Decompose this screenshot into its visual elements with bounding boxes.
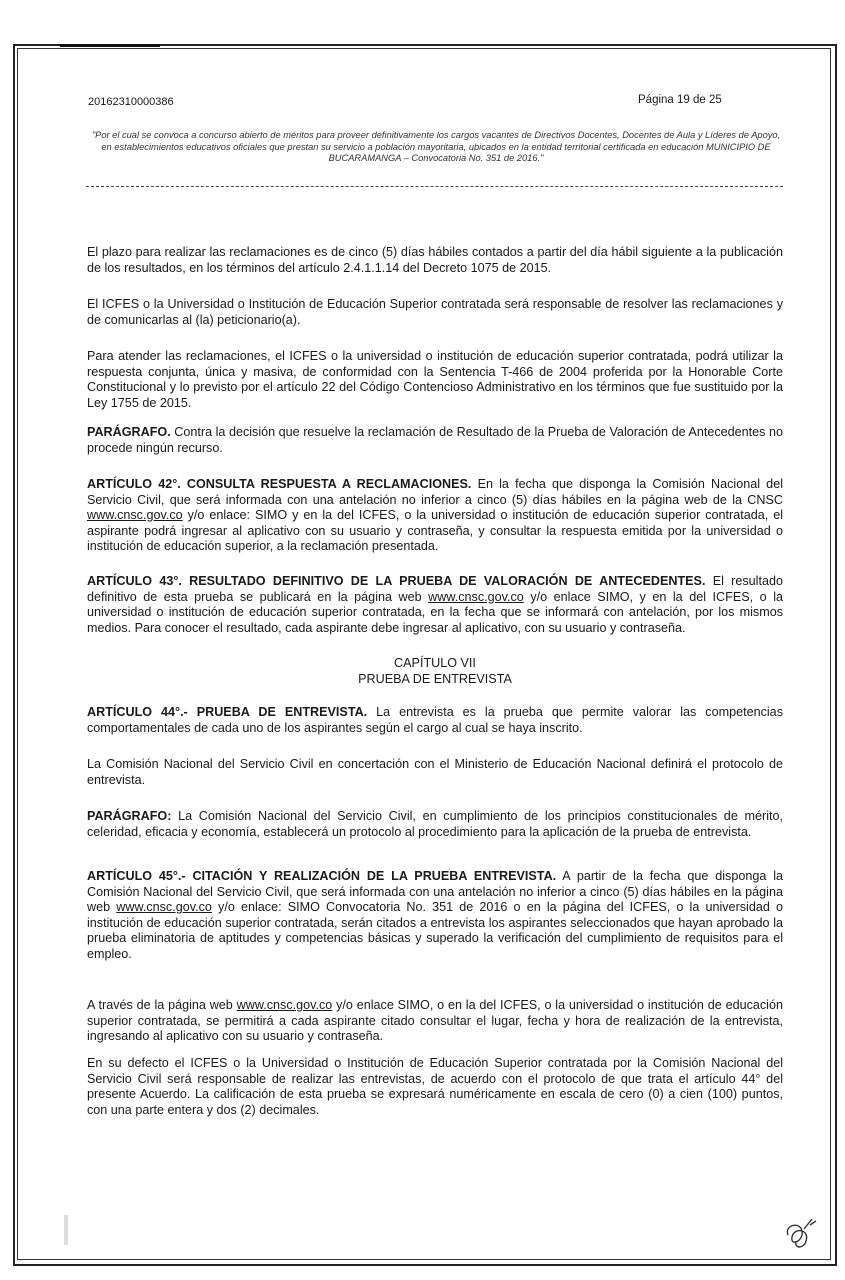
article-heading: ARTÍCULO 42°. CONSULTA RESPUESTA A RECLAMACIONES. [87,477,472,491]
paragraph-responsable: El ICFES o la Universidad o Institución de Educación Superior contratada será responsable de resolver las reclamaciones y de comunicarlas al (la) peticionario(a). [87,297,783,327]
chapter-title: PRUEBA DE ENTREVISTA [358,672,512,686]
article-text: y/o enlace SIMO, y en la del ICFES, o la universidad o institución de educación superior contratada, en la fecha que se informará con antelación, por los mismos medios. Para conocer el resultado, cada aspirante debe ingresar al aplicativo, con su usuario y contraseña. [87,589,783,635]
article-text: El resultado definitivo de esta prueba se publicará en la página web [87,574,783,604]
article-heading: ARTÍCULO 44°.- PRUEBA DE ENTREVISTA. [87,705,368,719]
article-text: y/o enlace: SIMO Convocatoria No. 351 de 2016 o en la página del ICFES, o la universidad o institución de educación superior contratada, serán citados a entrevista los aspirantes seleccionados que hayan aprobado la prueba eliminatoria de aptitudes y competencias básicas y superado la verificación del cumplimiento de requisitos para el empleo. [87,900,784,961]
paragraph-protocolo: La Comisión Nacional del Servicio Civil en concertación con el Ministerio de Educación Nacional definirá el protocolo de entrevista. [87,757,783,787]
paragraph-paragrafo-2 [87,809,783,840]
scan-artifact [64,1215,68,1245]
paragraph-reclamaciones-plazo: El plazo para realizar las reclamaciones es de cinco (5) días hábiles contados a partir del día hábil siguiente a la publicación de los resultados, en los términos del artículo 2.4.1.1.14 del Decreto 1075 de 2015. [87,245,783,275]
article-heading: ARTÍCULO 45°.- CITACIÓN Y REALIZACIÓN DE LA PRUEBA ENTREVISTA. [87,869,557,883]
cnsc-link[interactable]: www.cnsc.gov.co [428,589,524,604]
article-42 [87,477,783,555]
paragraph-lead: PARÁGRAFO: [87,809,172,823]
cnsc-link[interactable]: www.cnsc.gov.co [236,998,333,1012]
article-43 [87,574,783,636]
paragraph-text: Contra la decisión que resuelve la reclamación de Resultado de la Prueba de Valoración de Antecedentes no procede ningún recurso. [87,425,783,455]
cnsc-link[interactable]: www.cnsc.gov.co [87,508,183,523]
paragraph-text: La Comisión Nacional del Servicio Civil, en cumplimiento de los principios constitucionales de mérito, celeridad, eficacia y economía, establecerá un protocolo al procedimiento para la aplicación de la prueba de entrevista. [87,809,783,839]
signature-initials-icon [780,1215,820,1255]
paragraph-respuesta-conjunta: Para atender las reclamaciones, el ICFES o la universidad o institución de educación superior contratada, podrá utilizar la respuesta conjunta, única y masiva, de conformidad con la Sentencia T-466 de 2004 proferida por la Honorable Corte Constitucional y lo previsto por el artículo 22 del Código Contencioso Administrativo en los términos que fue sustituido por la Ley 1755 de 2015. [87,349,783,410]
article-text: A partir de la fecha que disponga la Comisión Nacional del Servicio Civil, que será informada con una antelación no inferior a cinco (5) días hábiles en la página web [87,869,784,915]
article-45 [87,869,783,963]
paragraph-text: A través de la página web [87,998,237,1012]
article-heading: ARTÍCULO 43°. RESULTADO DEFINITIVO DE LA PRUEBA DE VALORACIÓN DE ANTECEDENTES. [87,574,706,588]
paragraph-consulta-citacion [87,998,783,1045]
paragraph-lead: PARÁGRAFO. [87,425,171,439]
chapter-number: CAPÍTULO VII [394,656,476,670]
header-quote: "Por el cual se convoca a concurso abierto de méritos para proveer definitivamente los cargos vacantes de Directivos Docentes, Docentes de Aula y Líderes de Apoyo, en establecimientos educativos oficiales que prestan su servicio a población mayoritaria, ubicados en la entidad territorial certificada en educación MUNICIPIO DE BUCARAMANGA – Convocatoria No. 351 de 2016." [91,130,781,163]
article-44 [87,705,783,736]
header-separator [86,186,783,187]
document-id: 20162310000386 [88,96,174,108]
page-number: Página 19 de 25 [638,94,722,106]
paragraph-paragrafo-1 [87,425,783,456]
article-text: y/o enlace: SIMO y en la del ICFES, o la universidad o institución de educación superior contratada, el aspirante podrá ingresar al aplicativo con su usuario y contraseña, y consultar la respuesta emitida por la universidad o institución de educación superior, a la reclamación presentada. [87,508,783,554]
article-text: En la fecha que disponga la Comisión Nacional del Servicio Civil, que será informada con una antelación no inferior a cinco (5) días hábiles en la página web de la CNSC [87,477,783,507]
article-text: La entrevista es la prueba que permite valorar las competencias comportamentales de cada uno de los aspirantes según el cargo al cual se haya inscrito. [87,705,783,735]
scan-mark [60,44,160,47]
cnsc-link[interactable]: www.cnsc.gov.co [116,900,212,915]
paragraph-calificacion: En su defecto el ICFES o la Universidad o Institución de Educación Superior contratada por la Comisión Nacional del Servicio Civil será responsable de realizar las entrevistas, de acuerdo con el protocolo de que trata el artículo 44° del presente Acuerdo. La calificación de esta prueba se expresará numéricamente en escala de cero (0) a cien (100) puntos, con una parte entera y dos (2) decimales. [87,1056,783,1117]
paragraph-text: y/o enlace SIMO, o en la del ICFES, o la universidad o institución de educación superior contratada, se permitirá a cada aspirante citado consultar el lugar, fecha y hora de realización de la entrevista, ingresando al aplicativo con su usuario y contraseña. [87,998,783,1044]
